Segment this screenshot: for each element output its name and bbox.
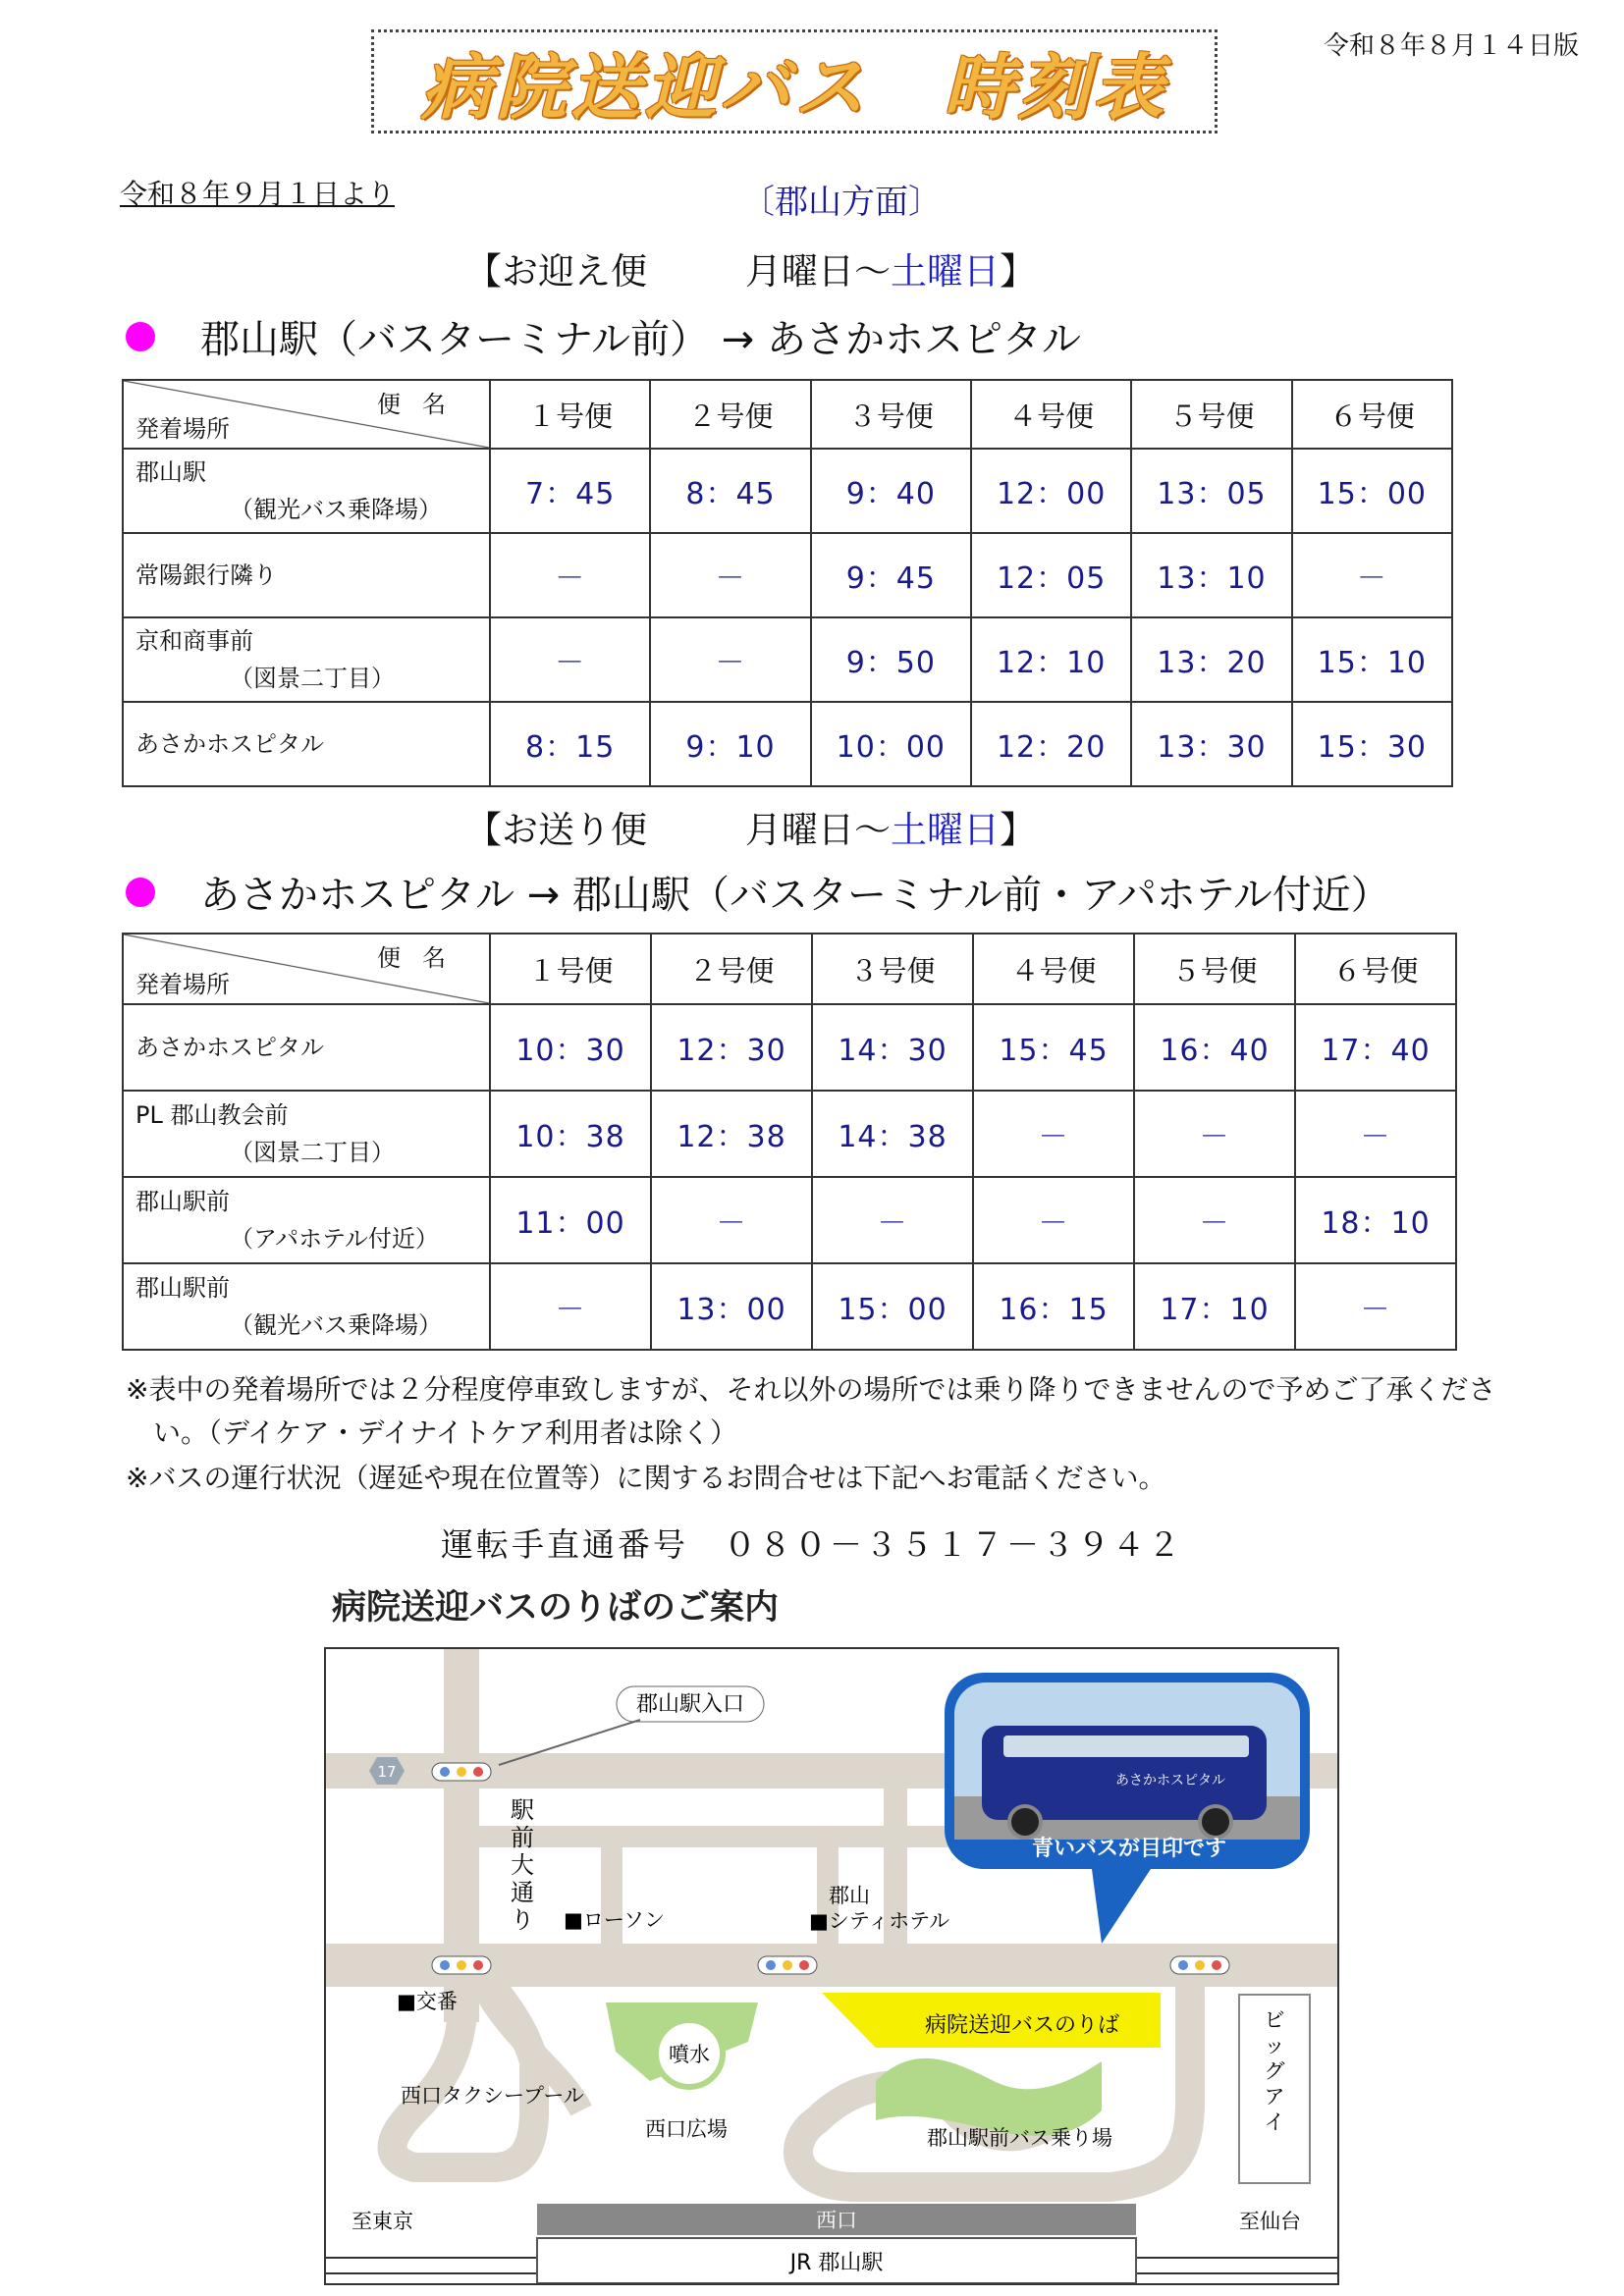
table-row <box>123 702 1452 786</box>
stop-subname: （図景二丁目） <box>230 665 395 692</box>
time-cell: 8：15 <box>490 702 650 786</box>
time-cell: 13：20 <box>1131 617 1291 702</box>
time-cell: 10：30 <box>490 1004 651 1091</box>
table-row <box>123 449 1452 533</box>
bus-photo-callout <box>945 1673 1310 1944</box>
time-cell: 7：45 <box>490 449 650 533</box>
table-corner-header <box>123 380 490 449</box>
stop-name: 京和商事前 <box>135 627 253 655</box>
time-cell: － <box>490 1263 651 1350</box>
column-header: ５号便 <box>1131 380 1291 449</box>
dropoff-days-b: 土曜日 <box>891 809 1000 851</box>
svg-text:グ: グ <box>1264 2059 1285 2083</box>
pickup-service-heading <box>465 241 1036 294</box>
stop-name: 郡山駅 <box>135 458 206 486</box>
stop-name: PL 郡山教会前 <box>135 1101 289 1129</box>
dropoff-route-text: あさかホスピタル → 郡山駅（バスターミナル前・アパホテル付近） <box>200 873 1390 918</box>
stop-name: あさかホスピタル <box>135 730 324 758</box>
time-cell: 9：45 <box>811 533 971 617</box>
pickup-map <box>324 1647 1339 2285</box>
page-title: 病院送迎バス 時刻表 <box>420 46 1167 129</box>
svg-text:大: 大 <box>511 1851 534 1879</box>
time-cell: － <box>1134 1091 1295 1177</box>
station-label: JR 郡山駅 <box>789 2251 884 2275</box>
map-svg <box>326 1649 1337 2283</box>
time-cell: 13：30 <box>1131 702 1291 786</box>
time-cell: 15：45 <box>973 1004 1134 1091</box>
svg-text:ビ: ビ <box>1264 2008 1285 2032</box>
to-sendai-label: 至仙台 <box>1239 2210 1301 2233</box>
dropoff-route <box>126 864 1390 920</box>
stop-name: あさかホスピタル <box>135 1034 324 1061</box>
column-header: ６号便 <box>1295 934 1456 1004</box>
note-inquiry: ※バスの運行状況（遅延や現在位置等）に関するお問合せは下記へお電話ください。 <box>126 1462 1166 1494</box>
column-header: １号便 <box>490 380 650 449</box>
route17-label: 17 <box>377 1763 397 1781</box>
time-cell: 12：30 <box>651 1004 812 1091</box>
stop-cell <box>123 1091 490 1177</box>
bus-terminal-label: 郡山駅前バス乗り場 <box>927 2126 1112 2150</box>
column-header: ２号便 <box>650 380 810 449</box>
time-cell: 17：10 <box>1134 1263 1295 1350</box>
to-tokyo-label: 至東京 <box>352 2210 413 2233</box>
table-row <box>123 1177 1456 1263</box>
stop-subname: （アパホテル付近） <box>230 1225 439 1253</box>
time-cell: 12：05 <box>971 533 1131 617</box>
direction-label: 〔郡山方面〕 <box>741 183 942 222</box>
column-header: ６号便 <box>1292 380 1452 449</box>
time-cell: － <box>1292 533 1452 617</box>
stop-cell <box>123 1004 490 1091</box>
time-cell: － <box>651 1177 812 1263</box>
stop-cell <box>123 617 490 702</box>
pickup-route <box>126 308 1081 364</box>
stop-subname: （観光バス乗降場） <box>230 496 442 523</box>
stop-cell <box>123 1177 490 1263</box>
time-cell: 11：00 <box>490 1177 651 1263</box>
time-cell: 15：00 <box>1292 449 1452 533</box>
callout-tail <box>1092 1869 1151 1944</box>
time-cell: － <box>973 1091 1134 1177</box>
traffic-light-icon <box>758 1956 817 1974</box>
big-eye-label <box>1265 2008 1285 2134</box>
bus-wheel-rear <box>1200 1806 1231 1838</box>
column-header: ２号便 <box>651 934 812 1004</box>
koban-label: ■交番 <box>397 1990 458 2013</box>
taxi-pool-label: 西口タクシープール <box>401 2084 584 2108</box>
dropoff-timetable <box>122 933 1457 1351</box>
column-header: ３号便 <box>812 934 973 1004</box>
time-cell: 16：40 <box>1134 1004 1295 1091</box>
note-stop-rule <box>126 1368 1495 1455</box>
column-header: ３号便 <box>811 380 971 449</box>
svg-text:前: 前 <box>511 1824 534 1851</box>
west-exit-label: 西口 <box>816 2209 857 2232</box>
pickup-route-text: 郡山駅（バスターミナル前） → あさかホスピタル <box>200 317 1081 362</box>
time-cell: － <box>973 1177 1134 1263</box>
traffic-light-icon <box>432 1956 491 1974</box>
title-box <box>371 29 1218 133</box>
time-cell: 14：30 <box>812 1004 973 1091</box>
pickup-spot-label: 病院送迎バスのりば <box>925 2013 1120 2038</box>
west-plaza-label: 西口広場 <box>645 2117 728 2141</box>
column-header: ５号便 <box>1134 934 1295 1004</box>
svg-text:ッ: ッ <box>1264 2034 1285 2057</box>
bullet-dot <box>126 322 155 351</box>
entrance-label: 郡山駅入口 <box>635 1692 745 1717</box>
column-header: ４号便 <box>973 934 1134 1004</box>
time-cell: 12：20 <box>971 702 1131 786</box>
stop-subname: （図景二丁目） <box>230 1139 395 1166</box>
time-cell: 18：10 <box>1295 1177 1456 1263</box>
city-hotel-label: 郡山 <box>829 1884 870 1907</box>
table-row <box>123 1091 1456 1177</box>
corner-service-label: 便名 <box>377 391 467 418</box>
dropoff-service-heading <box>465 800 1036 853</box>
time-cell: 12：10 <box>971 617 1131 702</box>
corner-service-label: 便名 <box>377 944 467 972</box>
time-cell: 15：10 <box>1292 617 1452 702</box>
time-cell: 14：38 <box>812 1091 973 1177</box>
time-cell: 17：40 <box>1295 1004 1456 1091</box>
time-cell: － <box>1295 1091 1456 1177</box>
table-row <box>123 1004 1456 1091</box>
time-cell: 10：38 <box>490 1091 651 1177</box>
svg-text:駅: 駅 <box>511 1796 534 1824</box>
bullet-dot <box>126 878 155 907</box>
dropoff-label: 【お送り便 <box>465 809 647 851</box>
time-cell: 9：10 <box>650 702 810 786</box>
time-cell: － <box>490 533 650 617</box>
time-cell: 15：30 <box>1292 702 1452 786</box>
table-row <box>123 533 1452 617</box>
map-title: 病院送迎バスのりばのご案内 <box>332 1588 780 1628</box>
traffic-light-icon <box>432 1763 491 1781</box>
fountain-label: 噴水 <box>669 2043 710 2066</box>
time-cell: 8：45 <box>650 449 810 533</box>
stop-cell <box>123 449 490 533</box>
time-cell: － <box>650 617 810 702</box>
svg-text:り: り <box>511 1906 534 1934</box>
time-cell: 13：00 <box>651 1263 812 1350</box>
bus-side-text: あさかホスピタル <box>1115 1773 1225 1789</box>
city-hotel-label-2: ■シティホテル <box>809 1909 950 1933</box>
note-line-1: ※表中の発着場所では２分程度停車致しますが、それ以外の場所では乗り降りできませんので予めご了承くださ <box>126 1373 1496 1406</box>
table-corner-header <box>123 934 490 1004</box>
svg-text:通: 通 <box>511 1879 534 1906</box>
version-date: 令和８年８月１４日版 <box>1323 31 1579 61</box>
avenue-label <box>510 1796 534 1934</box>
corner-stop-label: 発着場所 <box>135 415 230 443</box>
stop-cell <box>123 533 490 617</box>
effective-from: 令和８年９月１日より <box>120 178 396 210</box>
dropoff-label-close: 】 <box>1000 809 1036 851</box>
stop-subname: （観光バス乗降場） <box>230 1311 442 1339</box>
time-cell: 13：05 <box>1131 449 1291 533</box>
stop-cell <box>123 1263 490 1350</box>
bus-windows <box>1003 1735 1249 1757</box>
callout-text: 青いバスが目印です <box>1031 1837 1227 1861</box>
time-cell: 10：00 <box>811 702 971 786</box>
time-cell: 9：40 <box>811 449 971 533</box>
pickup-days-a: 月曜日～ <box>745 250 891 293</box>
time-cell: 15：00 <box>812 1263 973 1350</box>
time-cell: － <box>1295 1263 1456 1350</box>
pickup-label: 【お迎え便 <box>465 250 647 293</box>
time-cell: 16：15 <box>973 1263 1134 1350</box>
time-cell: － <box>1134 1177 1295 1263</box>
svg-text:ア: ア <box>1264 2085 1285 2109</box>
time-cell: － <box>490 617 650 702</box>
stop-name: 郡山駅前 <box>135 1274 230 1302</box>
svg-text:イ: イ <box>1264 2110 1285 2134</box>
bus-wheel-front <box>1009 1806 1041 1838</box>
dropoff-days-a: 月曜日～ <box>745 809 891 851</box>
time-cell: 13：10 <box>1131 533 1291 617</box>
park-bus-terminal <box>876 2058 1102 2136</box>
stop-name: 郡山駅前 <box>135 1188 230 1215</box>
time-cell: 9：50 <box>811 617 971 702</box>
traffic-light-icon <box>1170 1956 1229 1974</box>
time-cell: － <box>812 1177 973 1263</box>
note-line-2: い。（デイケア・デイナイトケア利用者は除く） <box>153 1416 738 1449</box>
lawson-label: ■ローソン <box>564 1908 666 1932</box>
stop-name: 常陽銀行隣り <box>135 561 277 589</box>
pickup-timetable <box>122 379 1453 787</box>
column-header: ４号便 <box>971 380 1131 449</box>
corner-stop-label: 発着場所 <box>135 971 230 998</box>
pickup-days-b: 土曜日 <box>891 250 1000 293</box>
table-row <box>123 617 1452 702</box>
pickup-label-close: 】 <box>1000 250 1036 293</box>
time-cell: 12：00 <box>971 449 1131 533</box>
table-row <box>123 1263 1456 1350</box>
stop-cell <box>123 702 490 786</box>
time-cell: － <box>650 533 810 617</box>
column-header: １号便 <box>490 934 651 1004</box>
driver-phone: 運転手直通番号 ０８０－３５１７－３９４２ <box>441 1525 1183 1564</box>
time-cell: 12：38 <box>651 1091 812 1177</box>
